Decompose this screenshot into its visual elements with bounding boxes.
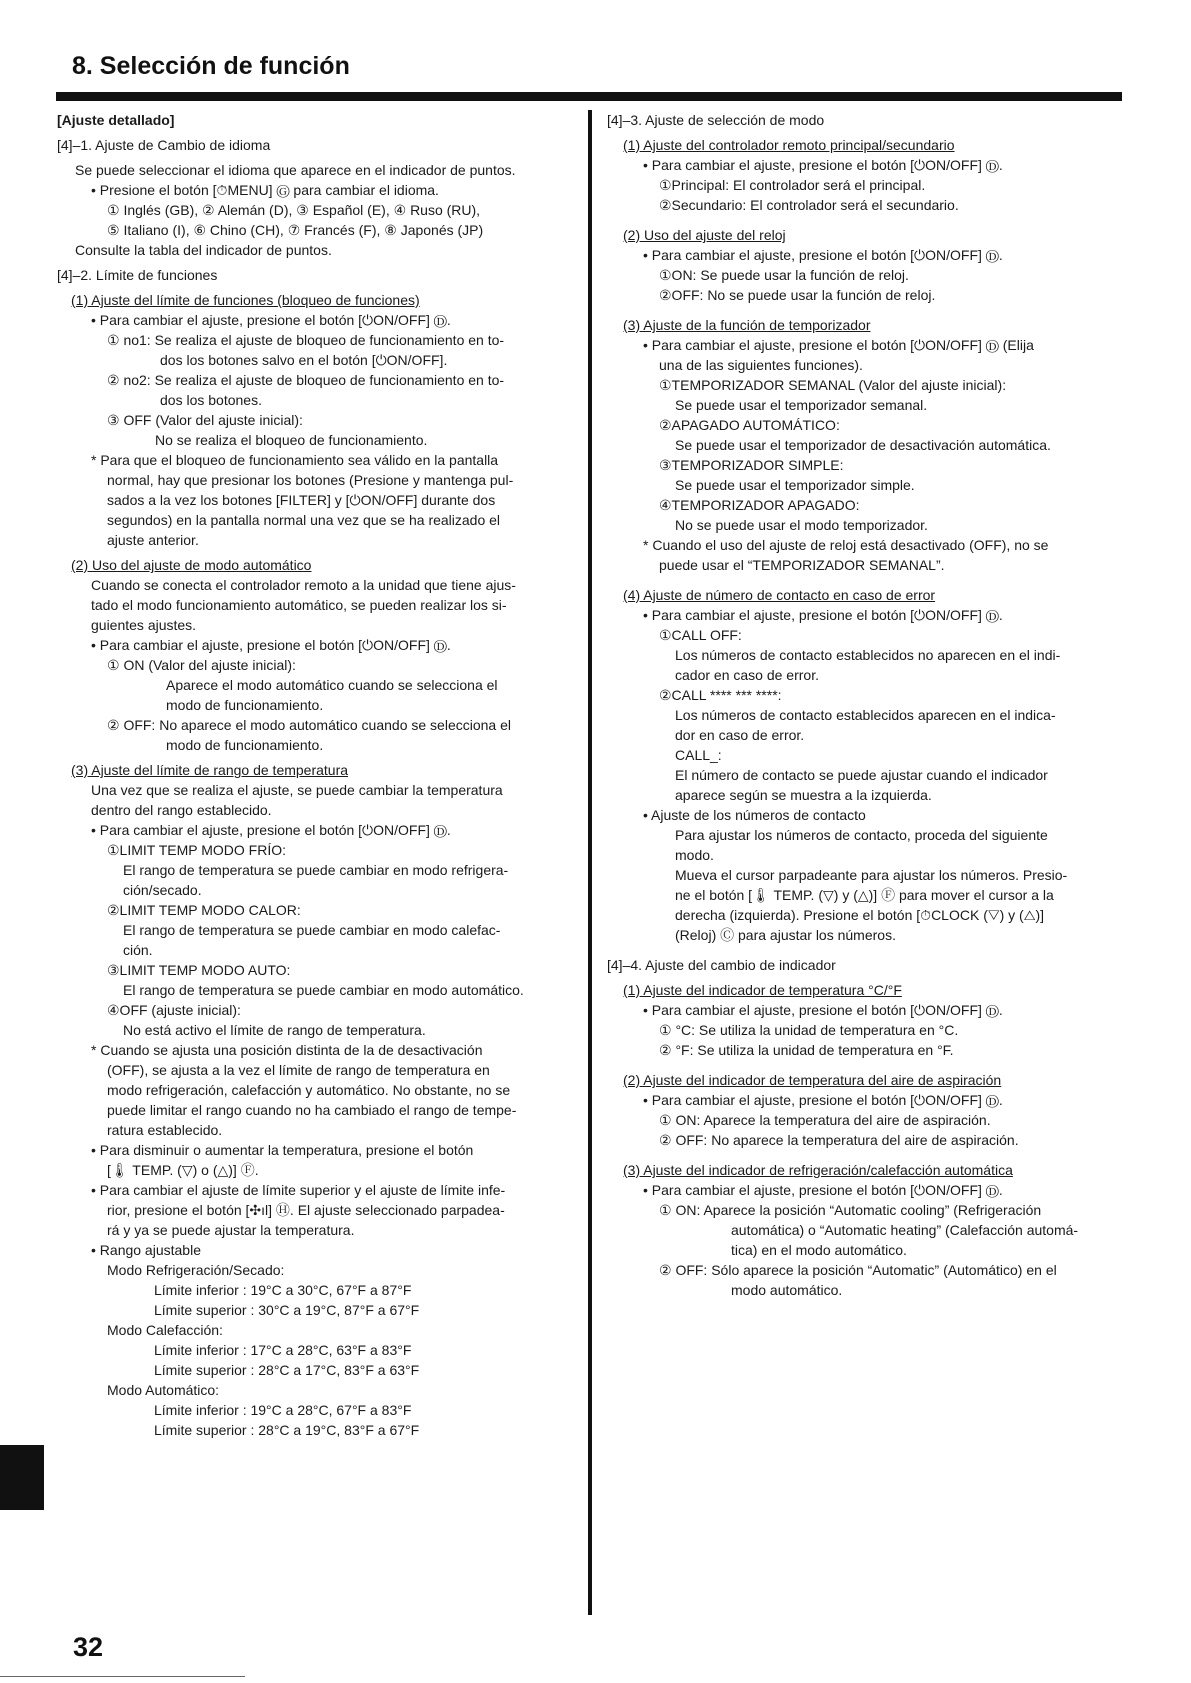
text-line: * Para que el bloqueo de funcionamiento sea válido en la pantalla — [91, 452, 499, 468]
text-line: ①ON: Se puede usar la función de reloj. — [659, 267, 909, 283]
text-line: Aparece el modo automático cuando se selecciona el — [166, 677, 498, 693]
text-line: Modo Automático: — [107, 1382, 220, 1398]
text-line: automática) o “Automatic heating” (Calefacción automá- — [731, 1222, 1079, 1238]
text-line: ②LIMIT TEMP MODO CALOR: — [107, 902, 301, 918]
text-line: Límite inferior : 19°C a 30°C, 67°F a 87°F — [154, 1282, 412, 1298]
text-line: aparece según se muestra a la izquierda. — [675, 787, 932, 803]
spacer — [607, 1150, 1127, 1160]
text-line: dos los botones. — [160, 392, 262, 408]
text-line: [4]–2. Límite de funciones — [57, 267, 218, 283]
text-line: El rango de temperatura se puede cambiar en modo automático. — [123, 982, 524, 998]
text-line: dor en caso de error. — [675, 727, 805, 743]
text-line: No está activo el límite de rango de temperatura. — [123, 1022, 426, 1038]
text-line: (OFF), se ajusta a la vez el límite de rango de temperatura en — [107, 1062, 490, 1078]
text-line: Se puede usar el temporizador simple. — [675, 477, 915, 493]
text-line: ④OFF (ajuste inicial): — [107, 1002, 241, 1018]
text-line: ajuste anterior. — [107, 532, 199, 548]
text-line: ① ON: Aparece la temperatura del aire de aspiración. — [659, 1112, 991, 1128]
text-line: Modo Calefacción: — [107, 1322, 223, 1338]
text-line: Los números de contacto establecidos no aparecen en el indi- — [675, 647, 1061, 663]
page-number: 32 — [73, 1632, 104, 1662]
section-heading: (2) Uso del ajuste del reloj — [623, 227, 786, 243]
text-line: ④TEMPORIZADOR APAGADO: — [659, 497, 860, 513]
text-line: ① Inglés (GB), ② Alemán (D), ③ Español (E), ④ Ruso (RU), — [107, 202, 481, 218]
text-line: El número de contacto se puede ajustar cuando el indicador — [675, 767, 1048, 783]
text-line: [4]–3. Ajuste de selección de modo — [607, 112, 825, 128]
text-line: • Para cambiar el ajuste, presione el botón [⏻ON/OFF] Ⓓ. — [643, 1182, 1003, 1198]
text-line: ① no1: Se realiza el ajuste de bloqueo de funcionamiento en to- — [107, 332, 505, 348]
text-line: [🌡 TEMP. (▽) o (△)] Ⓕ. — [107, 1162, 259, 1178]
text-line: derecha (izquierda). Presione el botón [⏱CLOCK (▽) y (△)] — [675, 907, 1045, 923]
text-line: [4]–4. Ajuste del cambio de indicador — [607, 957, 836, 973]
text-line: ①CALL OFF: — [659, 627, 742, 643]
text-line: ción/secado. — [123, 882, 202, 898]
text-line: Mueva el cursor parpadeante para ajustar los números. Presio- — [675, 867, 1068, 883]
text-line: Se puede usar el temporizador semanal. — [675, 397, 928, 413]
section-title: [Ajuste detallado] — [57, 112, 175, 128]
text-line: Se puede usar el temporizador de desactivación automática. — [675, 437, 1051, 453]
spacer — [607, 305, 1127, 315]
text-line: ①TEMPORIZADOR SEMANAL (Valor del ajuste inicial): — [659, 377, 1007, 393]
spacer — [607, 215, 1127, 225]
text-line: • Para cambiar el ajuste de límite superior y el ajuste de límite infe- — [91, 1182, 506, 1198]
text-line: rá y ya se puede ajustar la temperatura. — [107, 1222, 355, 1238]
text-line: sados a la vez los botones [FILTER] y [⏻ON/OFF] durante dos — [107, 492, 496, 508]
text-line: ①LIMIT TEMP MODO FRÍO: — [107, 842, 287, 858]
section-heading: (3) Ajuste del indicador de refrigeración/calefacción automática — [623, 1162, 1013, 1178]
text-line: dentro del rango establecido. — [91, 802, 272, 818]
text-line: * Cuando el uso del ajuste de reloj está desactivado (OFF), no se — [643, 537, 1049, 553]
spacer — [607, 1060, 1127, 1070]
text-line: ①Principal: El controlador será el principal. — [659, 177, 926, 193]
text-line: • Para cambiar el ajuste, presione el botón [⏻ON/OFF] Ⓓ. — [91, 312, 451, 328]
text-line: ción. — [123, 942, 153, 958]
text-line: ① ON (Valor del ajuste inicial): — [107, 657, 296, 673]
text-line: • Para cambiar el ajuste, presione el botón [⏻ON/OFF] Ⓓ (Elija — [643, 337, 1034, 353]
header-rule — [56, 92, 1122, 101]
text-line: rior, presione el botón [✣ıl] Ⓗ. El ajuste seleccionado parpadea- — [107, 1202, 505, 1218]
text-line: tado el modo funcionamiento automático, se pueden realizar los si- — [91, 597, 507, 613]
spacer — [607, 945, 1127, 955]
section-heading: (3) Ajuste del límite de rango de temperatura — [71, 762, 349, 778]
text-line: cador en caso de error. — [675, 667, 819, 683]
section-heading: (1) Ajuste del límite de funciones (bloqueo de funciones) — [71, 292, 420, 308]
section-heading: (1) Ajuste del controlador remoto principal/secundario — [623, 137, 955, 153]
text-line: ③ OFF (Valor del ajuste inicial): — [107, 412, 303, 428]
text-line: Límite inferior : 19°C a 28°C, 67°F a 83°F — [154, 1402, 412, 1418]
page-title: 8. Selección de función — [72, 52, 350, 80]
section-tab-marker — [0, 1445, 44, 1510]
text-line: una de las siguientes funciones). — [659, 357, 863, 373]
text-line: normal, hay que presionar los botones (Presione y mantenga pul- — [107, 472, 514, 488]
section-heading: (2) Ajuste del indicador de temperatura del aire de aspiración — [623, 1072, 1002, 1088]
text-line: El rango de temperatura se puede cambiar en modo calefac- — [123, 922, 501, 938]
text-line: Límite superior : 28°C a 17°C, 83°F a 63°F — [154, 1362, 420, 1378]
section-heading: (1) Ajuste del indicador de temperatura °C/°F — [623, 982, 902, 998]
text-line: CALL_: — [675, 747, 722, 763]
text-line: puede limitar el rango cuando no ha cambiado el rango de tempe- — [107, 1102, 517, 1118]
text-line: ②APAGADO AUTOMÁTICO: — [659, 417, 840, 433]
text-line: El rango de temperatura se puede cambiar en modo refrigera- — [123, 862, 509, 878]
text-line: ② °F: Se utiliza la unidad de temperatura en °F. — [659, 1042, 954, 1058]
text-line: puede usar el “TEMPORIZADOR SEMANAL”. — [659, 557, 945, 573]
text-line: modo de funcionamiento. — [166, 697, 324, 713]
text-line: Modo Refrigeración/Secado: — [107, 1262, 285, 1278]
column-divider — [588, 110, 592, 1615]
text-line: ② no2: Se realiza el ajuste de bloqueo de funcionamiento en to- — [107, 372, 505, 388]
text-line: ① ON: Aparece la posición “Automatic cooling” (Refrigeración — [659, 1202, 1042, 1218]
text-line: segundos) en la pantalla normal una vez que se ha realizado el — [107, 512, 501, 528]
text-line: Cuando se conecta el controlador remoto a la unidad que tiene ajus- — [91, 577, 516, 593]
text-line: ②Secundario: El controlador será el secundario. — [659, 197, 959, 213]
text-line: dos los botones salvo en el botón [⏻ON/OFF]. — [160, 352, 448, 368]
text-line: ne el botón [🌡 TEMP. (▽) y (△)] Ⓕ para mover el cursor a la — [675, 887, 1054, 903]
section-heading: (4) Ajuste de número de contacto en caso de error — [623, 587, 936, 603]
text-line: ⑤ Italiano (I), ⑥ Chino (CH), ⑦ Francés (F), ⑧ Japonés (JP) — [107, 222, 484, 238]
text-line: tica) en el modo automático. — [731, 1242, 907, 1258]
text-line: ratura establecido. — [107, 1122, 223, 1138]
text-line: ③LIMIT TEMP MODO AUTO: — [107, 962, 291, 978]
text-line: • Para cambiar el ajuste, presione el botón [⏻ON/OFF] Ⓓ. — [643, 1092, 1003, 1108]
text-line: ②OFF: No se puede usar la función de reloj. — [659, 287, 936, 303]
text-line: Se puede seleccionar el idioma que aparece en el indicador de puntos. — [75, 162, 516, 178]
text-line: Consulte la tabla del indicador de puntos. — [75, 242, 332, 258]
footer-rule — [0, 1676, 245, 1677]
text-line: ③TEMPORIZADOR SIMPLE: — [659, 457, 844, 473]
section-heading: (2) Uso del ajuste de modo automático — [71, 557, 312, 573]
text-line: ② OFF: No aparece el modo automático cuando se selecciona el — [107, 717, 511, 733]
text-line: ②CALL **** *** ****: — [659, 687, 782, 703]
text-line: ② OFF: No aparece la temperatura del aire de aspiración. — [659, 1132, 1019, 1148]
text-line: * Cuando se ajusta una posición distinta de la de desactivación — [91, 1042, 483, 1058]
text-line: (Reloj) Ⓒ para ajustar los números. — [675, 927, 896, 943]
text-line: modo de funcionamiento. — [166, 737, 324, 753]
text-line: Límite superior : 30°C a 19°C, 87°F a 67°F — [154, 1302, 420, 1318]
text-line: • Ajuste de los números de contacto — [643, 807, 866, 823]
text-line: Límite inferior : 17°C a 28°C, 63°F a 83°F — [154, 1342, 412, 1358]
text-line: modo automático. — [731, 1282, 843, 1298]
text-line: • Para cambiar el ajuste, presione el botón [⏻ON/OFF] Ⓓ. — [643, 1002, 1003, 1018]
text-line: • Presione el botón [⏱MENU] Ⓖ para cambiar el idioma. — [91, 182, 439, 198]
text-line: • Para cambiar el ajuste, presione el botón [⏻ON/OFF] Ⓓ. — [91, 822, 451, 838]
text-line: guientes ajustes. — [91, 617, 197, 633]
right-column — [607, 110, 1127, 1300]
section-heading: (3) Ajuste de la función de temporizador — [623, 317, 871, 333]
text-line: • Para cambiar el ajuste, presione el botón [⏻ON/OFF] Ⓓ. — [643, 157, 1003, 173]
text-line: modo. — [675, 847, 714, 863]
text-line: • Para cambiar el ajuste, presione el botón [⏻ON/OFF] Ⓓ. — [643, 607, 1003, 623]
text-line: Para ajustar los números de contacto, proceda del siguiente — [675, 827, 1048, 843]
spacer — [607, 575, 1127, 585]
text-line: Una vez que se realiza el ajuste, se puede cambiar la temperatura — [91, 782, 503, 798]
text-line: Límite superior : 28°C a 19°C, 83°F a 67°F — [154, 1422, 420, 1438]
text-line: • Para disminuir o aumentar la temperatura, presione el botón — [91, 1142, 474, 1158]
text-line: No se puede usar el modo temporizador. — [675, 517, 928, 533]
text-line: ① °C: Se utiliza la unidad de temperatura en °C. — [659, 1022, 959, 1038]
text-line: [4]–1. Ajuste de Cambio de idioma — [57, 137, 271, 153]
text-line: • Para cambiar el ajuste, presione el botón [⏻ON/OFF] Ⓓ. — [91, 637, 451, 653]
text-line: Los números de contacto establecidos aparecen en el indica- — [675, 707, 1056, 723]
left-column — [57, 110, 577, 1440]
text-line: • Rango ajustable — [91, 1242, 201, 1258]
text-line: ② OFF: Sólo aparece la posición “Automatic” (Automático) en el — [659, 1262, 1057, 1278]
text-line: modo refrigeración, calefacción y automático. No obstante, no se — [107, 1082, 511, 1098]
text-line: No se realiza el bloqueo de funcionamiento. — [155, 432, 428, 448]
text-line: • Para cambiar el ajuste, presione el botón [⏻ON/OFF] Ⓓ. — [643, 247, 1003, 263]
